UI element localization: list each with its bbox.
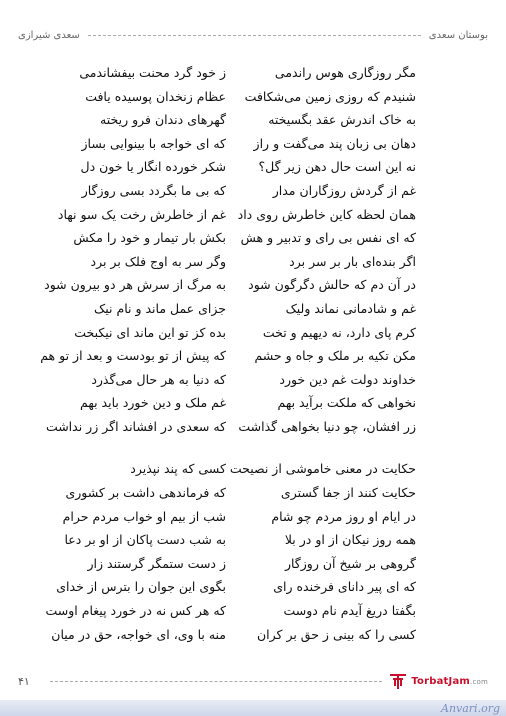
page-footer [18, 672, 488, 690]
footer-divider [50, 681, 382, 682]
hemistich-left: بکش بار تیمار و خود را مکش [73, 230, 226, 246]
hemistich-left: شب از بیم او خواب مردم حرام [62, 508, 226, 524]
couplet [0, 506, 506, 528]
header-divider [88, 35, 421, 36]
couplet [0, 86, 506, 108]
hemistich-right: کسی را که بینی ز حق بر کران [256, 626, 416, 642]
hemistich-left: بده کز تو این ماند ای نیکبخت [74, 324, 226, 340]
logo-text [411, 676, 488, 687]
hemistich-left: غم از خاطرش رخت یک سو نهاد [57, 206, 226, 222]
hemistich-right: مکن تکیه بر ملک و جاه و حشم [254, 348, 416, 364]
hemistich-left: که سعدی در افشاند اگر زر نداشت [45, 419, 226, 434]
hemistich-right: مگر روزگاری هوس راندمی [274, 65, 416, 80]
watermark: Anvari.org [441, 702, 500, 715]
hemistich-right: خداوند دولت غم دین خورد [279, 371, 416, 387]
hemistich-left: عظام زنخدان پوسیده یافت [85, 88, 226, 104]
couplet [0, 109, 506, 131]
hemistich-right: کرم پای دارد، نه دیهیم و تخت [262, 324, 416, 340]
logo-mark-icon [388, 672, 408, 690]
hemistich-left: که ای خواجه با بینوایی بساز [81, 135, 226, 151]
couplet [0, 416, 506, 438]
hemistich-left: به شب دست پاکان از او بر دعا [64, 532, 226, 548]
couplet [0, 156, 506, 178]
couplet [0, 392, 506, 414]
hemistich-right: بگفتا دریغ آیدم نام دوست [283, 603, 416, 618]
hemistich-left: که دنیا به هر حال می‌گذرد [91, 371, 226, 387]
hemistich-right: گروهی بر شیخ آن روزگار [284, 555, 416, 571]
couplet [0, 322, 506, 344]
couplet [0, 553, 506, 575]
hemistich-left: که فرماندهی داشت بر کشوری [65, 485, 226, 500]
story-title: حکایت در معنی خاموشی از نصیحت کسی که پند نپذیرد [130, 461, 416, 476]
hemistich-right: که ای نفس بی رای و تدبیر و هش [240, 230, 416, 246]
hemistich-right: غم از گردش روزگاران مدار [272, 183, 416, 198]
hemistich-left: گهرهای دندان فرو ریخته [100, 112, 226, 128]
hemistich-left: که هر کس نه در خورد پیغام اوست [45, 603, 226, 618]
hemistich-left: جزای عمل ماند و نام نیک [94, 301, 226, 316]
hemistich-right: در ایام او روز مردم چو شام [271, 508, 416, 524]
couplet [0, 227, 506, 249]
hemistich-right: به خاک اندرش عقد بگسیخته [268, 112, 416, 128]
page-number: ۴۱ [18, 674, 30, 688]
hemistich-left: ز دست ستمگر گرستند زار [87, 555, 226, 571]
book-title: بوستان سعدی [428, 29, 488, 41]
hemistich-right: شنیدم که روزی زمین می‌شکافت [244, 88, 416, 104]
hemistich-left: بگوی این جوان را بترس از خدای [56, 579, 226, 595]
couplet [0, 298, 506, 320]
couplet [0, 576, 506, 598]
hemistich-right: اگر بنده‌ای بار بر سر برد [289, 253, 416, 269]
page-header [18, 26, 488, 44]
couplet [0, 369, 506, 391]
hemistich-right: زر افشان، چو دنیا بخواهی گذاشت [238, 419, 416, 434]
hemistich-left: ز خود گرد محنت بیفشاندمی [79, 65, 226, 80]
hemistich-left: منه با وی، ای خواجه، حق در میان [51, 626, 226, 642]
hemistich-right: در آن دم که حالش دگرگون شود [248, 277, 416, 293]
hemistich-right: همان لحظه کاین خاطرش روی داد [237, 206, 416, 222]
logo-main-text: TorbatJam [411, 675, 471, 687]
hemistich-left: به مرگ از سرش هر دو بیرون شود [44, 277, 226, 293]
hemistich-right: که ای پیر دانای فرخنده رای [273, 579, 416, 595]
hemistich-left: شکر خورده انگار یا خون دل [80, 159, 226, 175]
couplet [0, 133, 506, 155]
couplet [0, 600, 506, 622]
hemistich-right: حکایت کنند از جفا گستری [280, 485, 416, 500]
site-logo[interactable] [388, 672, 488, 690]
couplet [0, 180, 506, 202]
hemistich-left: که پیش از تو بودست و بعد از تو هم [40, 348, 226, 364]
couplet [0, 624, 506, 646]
couplet [0, 482, 506, 504]
hemistich-left: که بی ما بگردد بسی روزگار [81, 183, 226, 198]
hemistich-right: همه روز نیکان از او در بلا [284, 532, 416, 548]
hemistich-left: غم ملک و دین خورد باید بهم [80, 395, 226, 411]
couplet [0, 62, 506, 84]
logo-domain-text: .com [470, 677, 488, 686]
hemistich-right: نه این است حال دهن زیر گل؟ [258, 159, 416, 175]
couplet [0, 529, 506, 551]
hemistich-left: وگر سر به اوج فلک بر برد [90, 253, 226, 269]
hemistich-right: دهان بی زبان پند می‌گفت و راز [253, 135, 416, 151]
couplet [0, 204, 506, 226]
couplet [0, 251, 506, 273]
author-name: سعدی شیرازی [18, 29, 80, 41]
watermark-bar [0, 700, 506, 716]
hemistich-right: نخواهی که ملکت برآید بهم [277, 395, 416, 411]
hemistich-right: غم و شادمانی نماند ولیک [285, 301, 416, 316]
couplet [0, 345, 506, 367]
couplet [0, 274, 506, 296]
